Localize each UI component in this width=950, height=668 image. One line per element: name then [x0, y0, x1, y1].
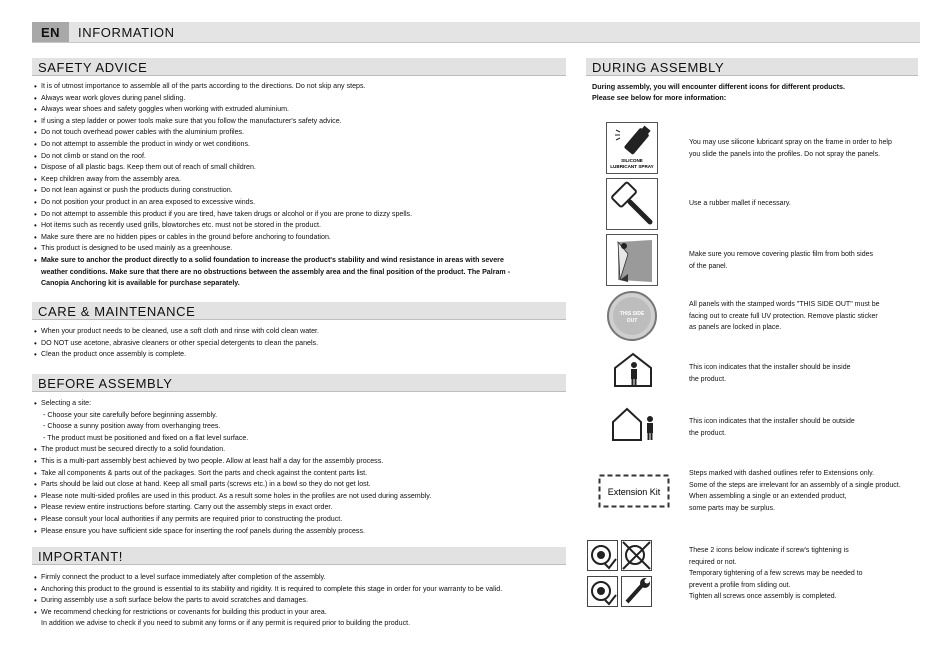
list-item: • This product is designed to be used mainly as a greenhouse.	[34, 243, 564, 255]
list-item: • The product must be secured directly to a solid foundation.	[34, 444, 564, 456]
before-assembly-heading: BEFORE ASSEMBLY	[32, 374, 566, 392]
plastic-film-icon	[606, 234, 658, 286]
safety-advice-heading: SAFETY ADVICE	[32, 58, 566, 76]
installer-inside-text: This icon indicates that the installer should be inside the product.	[689, 364, 851, 383]
this-side-out-text: All panels with the stamped words "THIS SIDE OUT" must be facing out to create full UV protection. Remove plastic sticker as panels are locked in place.	[689, 301, 880, 331]
anchoring-warning: • Make sure to anchor the product directly to a solid foundation to increase the product's stability and wind resistance in areas with severe weather conditions. Make sure that there are no obstructions between the assembly area and the final position of the product. The Palram - Canopia Anchoring kit is available for purchase separately.	[34, 255, 519, 290]
list-item: • Do not attempt to assemble the product in windy or wet conditions.	[34, 139, 564, 151]
safety-advice-list	[34, 81, 564, 290]
list-item: • Keep children away from the assembly area.	[34, 174, 564, 186]
list-subitem: - Choose your site carefully before beginning assembly.	[43, 410, 218, 419]
installer-inside-icon	[612, 352, 654, 388]
svg-text:LUBRICANT SPRAY: LUBRICANT SPRAY	[610, 164, 654, 169]
list-item: • This is a multi-part assembly best achieved by two people. Allow at least half a day for the assembly process.	[34, 456, 564, 468]
header-bar	[32, 22, 920, 43]
list-item: • Do not position your product in an area exposed to excessive winds.	[34, 197, 564, 209]
list-item: • It is of utmost importance to assemble all of the parts according to the directions. Do not skip any steps.	[34, 81, 564, 93]
silicone-spray-text: You may use silicone lubricant spray on the frame in order to help you slide the panels into the profiles. Do not spray the panels.	[689, 139, 892, 158]
list-item: • Firmly connect the product to a level surface immediately after completion of the assembly.	[34, 572, 564, 584]
list-continuation: In addition we advise to check if you need to submit any forms or if any permit is required prior to building the product.	[41, 619, 411, 628]
list-item: • Take all components & parts out of the packages. Sort the parts and check against the content parts list.	[34, 468, 564, 480]
page-title: INFORMATION	[78, 25, 175, 40]
list-item: • Selecting a site:	[34, 398, 564, 410]
silicone-spray-icon	[606, 122, 658, 174]
important-list	[34, 572, 564, 630]
during-assembly-intro: During assembly, you will encounter different icons for different products. Please see below for more information:	[592, 82, 846, 102]
list-item: • Make sure there are no hidden pipes or cables in the ground before anchoring to foundation.	[34, 232, 564, 244]
list-item: • Please review entire instructions before starting. Carry out the assembly steps in exact order.	[34, 502, 564, 514]
list-item: • Do not attempt to assemble this product if you are tired, have taken drugs or alcohol or if you are prone to dizzy spells.	[34, 209, 564, 221]
list-item: • If using a step ladder or power tools make sure that you follow the manufacturer's safety advice.	[34, 116, 564, 128]
list-item: • Always wear shoes and safety goggles when working with extruded aluminium.	[34, 104, 564, 116]
svg-text:THIS SIDE: THIS SIDE	[619, 311, 645, 317]
language-badge: EN	[32, 22, 69, 42]
list-item: • Dispose of all plastic bags. Keep them out of reach of small children.	[34, 162, 564, 174]
list-item: • Parts should be laid out close at hand. Keep all small parts (screws etc.) in a bowl so they do not get lost.	[34, 479, 564, 491]
extension-kit-text: Steps marked with dashed outlines refer to Extensions only. Some of the steps are irrelevant for an assembly of a single product. When assembling a single or an extended product, some parts may be surplus.	[689, 470, 901, 512]
list-item: • Do not touch overhead power cables with the aluminium profiles.	[34, 127, 564, 139]
svg-text:SILICONE: SILICONE	[621, 158, 643, 163]
list-item: • When your product needs to be cleaned, use a soft cloth and rinse with cold clean water.	[34, 326, 564, 338]
svg-text:OUT: OUT	[626, 318, 638, 324]
list-subitem: - The product must be positioned and fixed on a flat level surface.	[43, 433, 249, 442]
installer-outside-icon	[610, 406, 658, 442]
list-subitem: - Choose a sunny position away from overhanging trees.	[43, 422, 221, 431]
care-maintenance-list	[34, 326, 564, 361]
list-item: • DO NOT use acetone, abrasive cleaners or other special detergents to clean the panels.	[34, 338, 564, 350]
during-assembly-heading: DURING ASSEMBLY	[586, 58, 918, 76]
svg-text:Extension Kit: Extension Kit	[607, 487, 661, 497]
care-maintenance-heading: CARE & MAINTENANCE	[32, 302, 566, 320]
extension-kit-icon	[598, 474, 670, 508]
rubber-mallet-icon	[606, 178, 658, 230]
list-item: • Clean the product once assembly is complete.	[34, 349, 564, 361]
list-item: • During assembly use a soft surface below the parts to avoid scratches and damages.	[34, 595, 564, 607]
list-item: • Please consult your local authorities if any permits are required prior to constructing the product.	[34, 514, 564, 526]
installer-outside-text: This icon indicates that the installer should be outside the product.	[689, 418, 855, 437]
plastic-film-text: Make sure you remove covering plastic film from both sides of the panel.	[689, 251, 874, 270]
important-heading: IMPORTANT!	[32, 547, 566, 565]
list-item: • Do not lean against or push the products during construction.	[34, 185, 564, 197]
before-assembly-list	[34, 398, 564, 537]
list-item: • Always wear work gloves during panel sliding.	[34, 93, 564, 105]
screw-tightening-text: These 2 icons below indicate if screw's tightening is required or not. Temporary tightening of a few screws may be needed to prevent a profile from sliding out. Tighten all screws once assembly is completed.	[689, 547, 863, 600]
list-item: • Hot items such as recently used grills, blowtorches etc. must not be stored in the product.	[34, 220, 564, 232]
list-item: • Anchoring this product to the ground is essential to its stability and rigidity. It is required to complete this stage in order for your warranty to be valid.	[34, 584, 564, 596]
list-item: • Please note multi-sided profiles are used in this product. As a result some holes in the profiles are not used during assembly.	[34, 491, 564, 503]
screw-tightening-icon	[587, 540, 653, 608]
list-item: • We recommend checking for restrictions or covenants for building this product in your area.	[34, 607, 564, 619]
list-item: • Please ensure you have sufficient side space for inserting the roof panels during the assembly process.	[34, 526, 564, 538]
list-item: • Do not climb or stand on the roof.	[34, 151, 564, 163]
this-side-out-icon	[606, 290, 658, 342]
rubber-mallet-text: Use a rubber mallet if necessary.	[689, 200, 791, 207]
